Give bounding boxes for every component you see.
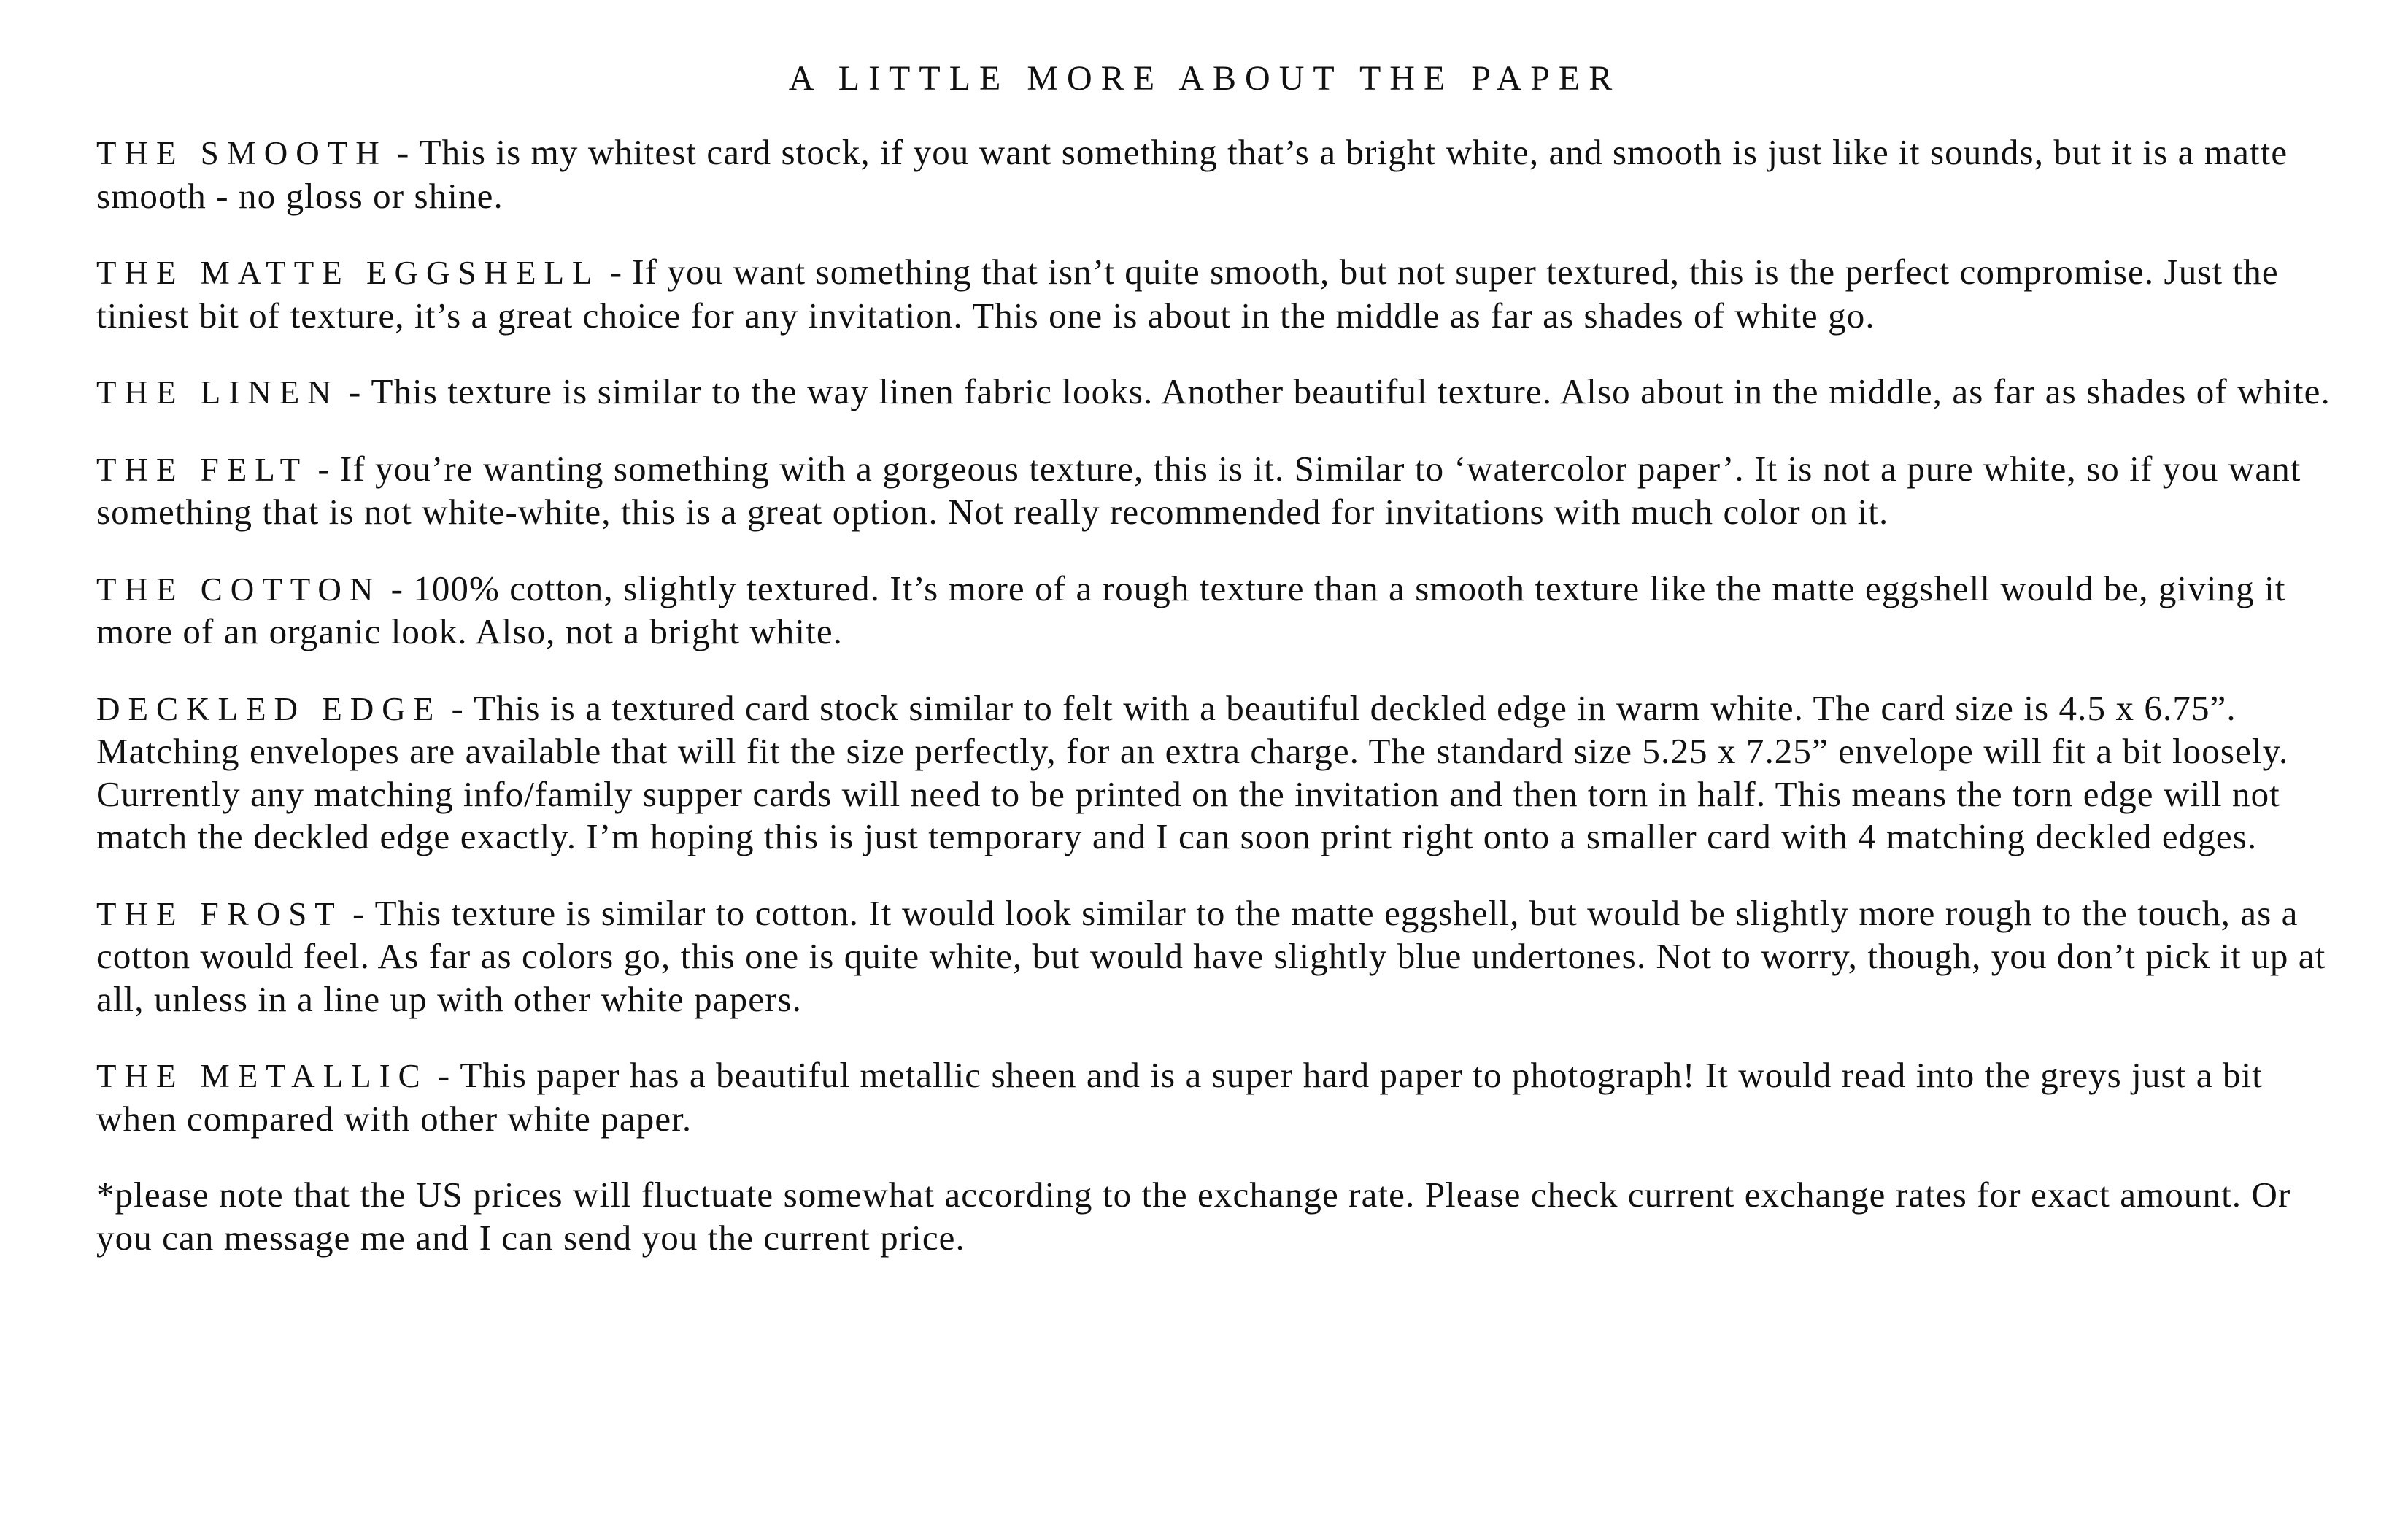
paper-entry-felt [96, 448, 2336, 534]
entry-separator: - [387, 132, 420, 172]
entry-separator: - [381, 568, 414, 608]
paper-entry-cotton [96, 568, 2336, 654]
entry-separator: - [428, 1055, 460, 1095]
entry-separator: - [339, 371, 371, 411]
entry-separator: - [342, 892, 375, 933]
entry-heading: THE SMOOTH [96, 135, 387, 171]
entry-text: This texture is similar to cotton. It would look similar to the matte eggshell, but would be slightly more rough to the touch, as a cotton would feel. As far as colors go, this one is quite white, but would have slightly blue undertones. Not to worry, though, you don’t pick it up at all, unless in a line up with other white papers. [96, 892, 2326, 1019]
price-note: *please note that the US prices will fluctuate somewhat according to the exchange rate. Please check current exchange rates for exact amount. Or you can message me and I can send you the current price. [96, 1175, 2291, 1258]
paper-entry-matte-eggshell [96, 251, 2336, 337]
entry-text: If you want something that isn’t quite smooth, but not super textured, this is the perfect compromise. Just the tiniest bit of texture, it’s a great choice for any invitation. This one is about in the middle as far as shades of white go. [96, 252, 2279, 336]
entry-text: This texture is similar to the way linen fabric looks. Another beautiful texture. Also about in the middle, as far as shades of white. [371, 371, 2331, 411]
page-title: A LITTLE MORE ABOUT THE PAPER [788, 59, 1621, 98]
entry-text: This is a textured card stock similar to felt with a beautiful deckled edge in warm white. The card size is 4.5 x 6.75”. Matching envelopes are available that will fit the size perfectly, for an extra charge. The standard size 5.25 x 7.25” envelope will fit a bit loosely. Currently any matching info/family supper cards will need to be printed on the invitation and then torn in half. This means the torn edge will not match the deckled edge exactly. I’m hoping this is just temporary and I can soon print right onto a smaller card with 4 matching deckled edges. [96, 687, 2289, 856]
entry-heading: THE METALLIC [96, 1058, 428, 1094]
paper-entry-frost [96, 892, 2336, 1021]
entry-text: This is my whitest card stock, if you want something that’s a bright white, and smooth is just like it sounds, but it is a matte smooth - no gloss or shine. [96, 132, 2288, 216]
paper-entry-smooth [96, 131, 2336, 217]
entry-heading: DECKLED EDGE [96, 690, 442, 727]
entry-heading: THE FELT [96, 451, 309, 488]
entry-text: This paper has a beautiful metallic sheen and is a super hard paper to photograph! It would read into the greys just a bit when compared with other white paper. [96, 1055, 2263, 1139]
paper-entry-metallic [96, 1054, 2336, 1140]
entry-heading: THE FROST [96, 895, 343, 932]
entry-text: If you’re wanting something with a gorgeous texture, this is it. Similar to ‘watercolor paper’. It is not a pure white, so if you want something that is not white-white, this is a great option. Not really recommended for invitations with much color on it. [96, 448, 2301, 532]
entry-separator: - [441, 687, 474, 728]
entry-heading: THE COTTON [96, 570, 382, 608]
entry-heading: THE MATTE EGGSHELL [96, 255, 601, 291]
entry-separator: - [308, 448, 340, 489]
entry-heading: THE LINEN [96, 374, 339, 411]
paper-entry-deckled-edge [96, 687, 2336, 859]
entry-separator: - [600, 252, 633, 292]
entry-text: 100% cotton, slightly textured. It’s more of a rough texture than a smooth texture like the matte eggshell would be, giving it more of an organic look. Also, not a bright white. [96, 568, 2286, 651]
paper-entry-linen [96, 371, 2336, 414]
